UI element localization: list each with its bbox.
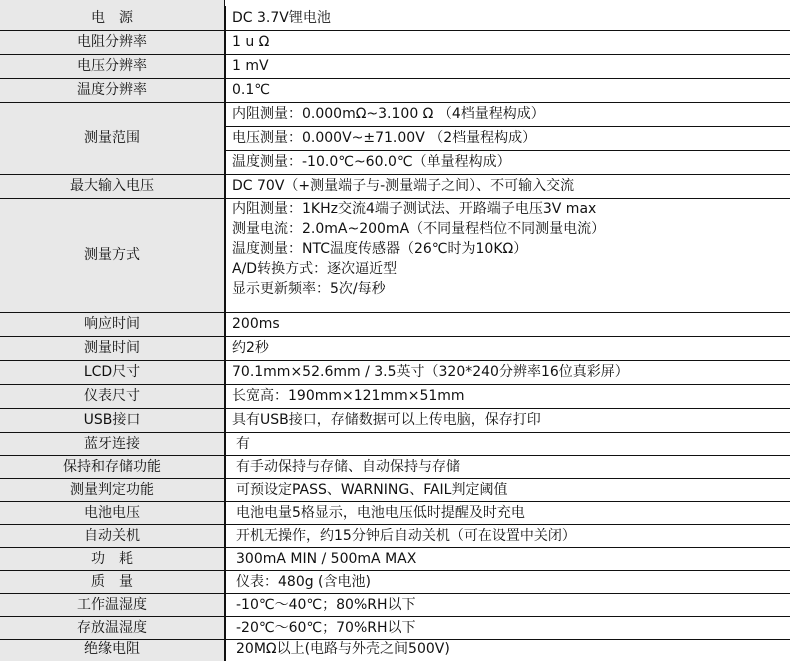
table-row bbox=[0, 524, 790, 547]
table-row bbox=[0, 570, 790, 593]
row-value: 20MΩ以上(电路与外壳之间500V) bbox=[225, 639, 790, 661]
table-row bbox=[0, 102, 790, 174]
row-label: 测量判定功能 bbox=[0, 478, 225, 501]
table-row bbox=[0, 78, 790, 102]
row-label: 存放温湿度 bbox=[0, 616, 225, 639]
row-label: 绝缘电阻 bbox=[0, 639, 225, 661]
range-temperature: 温度测量：-10.0℃~60.0℃（单量程构成） bbox=[232, 153, 511, 170]
row-label: USB接口 bbox=[0, 408, 225, 432]
row-label: 仪表尺寸 bbox=[0, 384, 225, 408]
row-label: 功 耗 bbox=[0, 547, 225, 570]
spec-table bbox=[0, 6, 790, 661]
table-row bbox=[0, 174, 790, 198]
row-value: -10℃～40℃；80%RH以下 bbox=[225, 593, 790, 616]
row-value: 电池电量5格显示，电池电压低时提醒及时充电 bbox=[225, 501, 790, 524]
row-value: 开机无操作，约15分钟后自动关机（可在设置中关闭） bbox=[225, 524, 790, 547]
row-label: 电阻分辨率 bbox=[0, 30, 225, 54]
table-row bbox=[0, 6, 790, 30]
table-row bbox=[0, 30, 790, 54]
row-label: 保持和存储功能 bbox=[0, 455, 225, 478]
table-row bbox=[0, 198, 790, 312]
row-value: 约2秒 bbox=[225, 336, 790, 360]
row-value: 具有USB接口，存储数据可以上传电脑，保存打印 bbox=[225, 408, 790, 432]
row-label: 最大输入电压 bbox=[0, 174, 225, 198]
row-label: 工作温湿度 bbox=[0, 593, 225, 616]
row-label: 测量方式 bbox=[0, 198, 225, 312]
row-label: 响应时间 bbox=[0, 312, 225, 336]
table-row bbox=[0, 360, 790, 384]
table-row bbox=[0, 455, 790, 478]
table-row bbox=[0, 547, 790, 570]
table-row bbox=[0, 408, 790, 432]
table-row bbox=[0, 593, 790, 616]
row-label: 温度分辨率 bbox=[0, 78, 225, 102]
table-row bbox=[0, 616, 790, 639]
row-value: 有 bbox=[225, 432, 790, 455]
row-label: 电 源 bbox=[0, 6, 225, 30]
row-value: 有手动保持与存储、自动保持与存储 bbox=[225, 455, 790, 478]
row-label: 自动关机 bbox=[0, 524, 225, 547]
table-row bbox=[0, 336, 790, 360]
table-row bbox=[0, 478, 790, 501]
row-value: 70.1mm×52.6mm / 3.5英寸（320*240分辨率16位真彩屏） bbox=[225, 360, 790, 384]
row-label: 蓝牙连接 bbox=[0, 432, 225, 455]
table-row bbox=[0, 639, 790, 661]
row-label: 质 量 bbox=[0, 570, 225, 593]
range-resistance: 内阻测量：0.000mΩ~3.100 Ω （4档量程构成） bbox=[226, 103, 790, 127]
method-line: 内阻测量：1KHz交流4端子测试法、开路端子电压3V max bbox=[232, 200, 597, 217]
method-line: 温度测量：NTC温度传感器（26℃时为10KΩ） bbox=[232, 240, 528, 257]
table-row bbox=[0, 312, 790, 336]
row-value: DC 70V（+测量端子与-测量端子之间）、不可输入交流 bbox=[225, 174, 790, 198]
row-label: 电池电压 bbox=[0, 501, 225, 524]
row-value bbox=[225, 102, 790, 174]
row-value bbox=[225, 198, 790, 312]
table-row bbox=[0, 54, 790, 78]
row-label: 测量时间 bbox=[0, 336, 225, 360]
row-value: 200ms bbox=[225, 312, 790, 336]
row-value: 仪表：480g (含电池) bbox=[225, 570, 790, 593]
row-label: 测量范围 bbox=[0, 102, 225, 174]
method-line: 显示更新频率：5次/每秒 bbox=[232, 280, 386, 297]
range-voltage: 电压测量：0.000V~±71.00V （2档量程构成） bbox=[226, 127, 790, 151]
method-line: A/D转换方式：逐次逼近型 bbox=[232, 260, 398, 277]
table-row bbox=[0, 432, 790, 455]
row-value: 1 u Ω bbox=[225, 30, 790, 54]
table-row bbox=[0, 384, 790, 408]
row-value: 可预设定PASS、WARNING、FAIL判定阈值 bbox=[225, 478, 790, 501]
row-label: LCD尺寸 bbox=[0, 360, 225, 384]
row-value: 0.1℃ bbox=[225, 78, 790, 102]
method-line: 测量电流：2.0mA~200mA（不同量程档位不同测量电流） bbox=[232, 220, 606, 237]
row-value: 1 mV bbox=[225, 54, 790, 78]
row-value: 长宽高：190mm×121mm×51mm bbox=[225, 384, 790, 408]
row-value: 300mA MIN / 500mA MAX bbox=[225, 547, 790, 570]
row-value: -20℃～60℃；70%RH以下 bbox=[225, 616, 790, 639]
row-value: DC 3.7V锂电池 bbox=[225, 6, 790, 30]
row-label: 电压分辨率 bbox=[0, 54, 225, 78]
table-row bbox=[0, 501, 790, 524]
